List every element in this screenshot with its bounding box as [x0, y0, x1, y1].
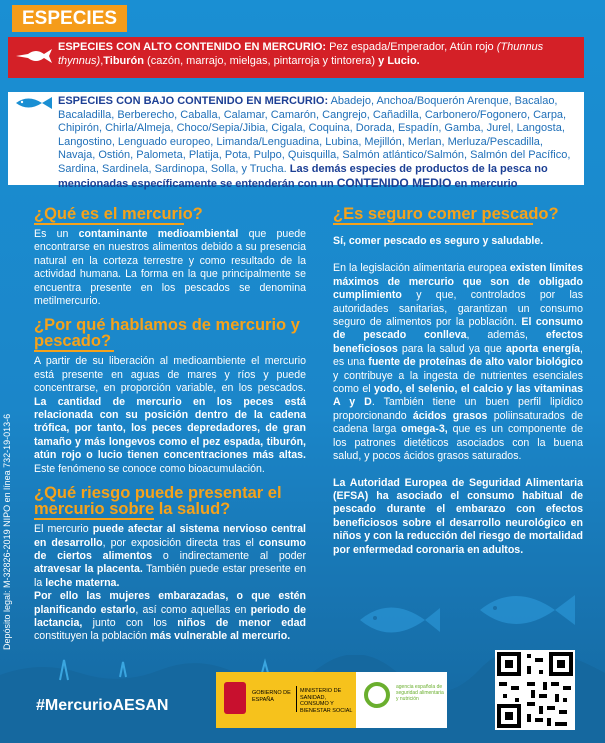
high-tiburon: Tiburón	[103, 54, 144, 67]
right-column	[333, 206, 583, 557]
agencia-text: agencia española de seguridad alimentaria y nutrición	[396, 684, 444, 702]
q2-text: A partir de su liberación al medioambiente el mercurio está presente en aguas de mares y ríos y puede concentrarse, en proporción variable, en los pescados. La cantidad de mercurio en los peces está relacionada con su posición dentro de la cadena trófica, por tanto, los peces depredadores, de gran tamaño y más longevos como el pez espada, tiburón, atún rojo o lucio tienen concentraciones más altas. Este fenómeno se conoce como bioacumulación.	[34, 355, 306, 475]
high-sci-name: (Thunnus thynnus)	[58, 41, 544, 67]
q3-text-1: El mercurio puede afectar al sistema nervioso central en desarrollo, por exposición directa tras el consumo de ciertos alimentos o indirectamente al poder atravesar la placenta. También puede estar presente en la leche materna.	[34, 523, 306, 589]
ministerio-text: MINISTERIO DE SANIDAD, CONSUMO Y BIENESTAR SOCIAL	[300, 688, 353, 714]
low-rest-text: Las demás especies de productos de la pesca no mencionadas específicamente se entenderán con un	[58, 162, 548, 190]
low-medio: CONTENIDO MEDIO	[336, 175, 452, 190]
q4-underline	[333, 223, 533, 225]
q1-text: Es un contaminante medioambiental que puede encontrarse en nuestros alimentos debido a su presencia natural en la corteza terrestre y como resultado de la actividad humana. La forma en la que principalmente se encuentra presente en los pescados se denomina metilmercurio.	[34, 228, 306, 308]
low-mercury-heading: ESPECIES CON BAJO CONTENIDO EN MERCURIO:	[58, 95, 329, 107]
swordfish-icon	[14, 45, 54, 67]
qr-code[interactable]	[495, 650, 575, 730]
high-mercury-box	[8, 37, 584, 78]
legal-side-text	[2, 252, 16, 652]
aesan-logo-icon	[364, 682, 390, 708]
low-mercury-box	[8, 92, 584, 190]
low-mercury-list: Abadejo, Anchoa/Boquerón Arenque, Bacalao, Bacaladilla, Berberecho, Caballa, Calamar, Camarón, Cangrejo, Cañadilla, Carbonero/Fogonero, Carpa, Chipirón, Chirla/Almeja, Choco/Sepia/Jibia, Cigala, Coquina, Dorada, Espadín, Gamba, Jurel, Langosta, Langostino, Lenguado europeo, Limanda/Lenguadina, Lubina, Mejillón, Merlan, Merluza/Pescadilla, Navaja, Ostión, Palometa, Platija, Pota, Pulpo, Quisquilla, Salmón atlántico/Salmón, Salmón del Pacífico, Sardina, Sardinela, Sardinopa, Solla, y Trucha.	[58, 95, 571, 175]
coat-of-arms-icon	[224, 682, 246, 714]
q1-title: ¿Qué es el mercurio?	[34, 205, 203, 223]
section-title: ESPECIES	[12, 5, 127, 32]
fish-icon	[12, 94, 54, 112]
q3-underline	[34, 518, 154, 520]
q1-underline	[34, 223, 184, 225]
high-text-1: Pez espada/Emperador, Atún rojo	[326, 41, 497, 53]
left-column	[34, 206, 306, 644]
high-text-2: ,	[100, 54, 104, 67]
q2-underline	[34, 350, 114, 352]
q4-text: En la legislación alimentaria europea existen límites máximos de mercurio que son de obligado cumplimiento y que, controlados por las autoridades sanitarias, garantizan un consumo seguro de alimentos por la población. El consumo de pescado conlleva, además, efectos beneficiosos para la salud ya que aporta energía, es una fuente de proteínas de alto valor biológico y contribuye a la ingesta de nutrientes esenciales como el yodo, el selenio, el calcio y las vitaminas A y D. También tiene un buen perfil lipídico proporcionando ácidos grasos poliinsaturados de cadena larga omega-3, que es un componente de los patrones dietéticos asociados con la buena salud, y pocos ácidos grasos saturados.	[333, 262, 584, 463]
q4-answer: Sí, comer pescado es seguro y saludable.	[333, 235, 544, 247]
hashtag[interactable]: #MercurioAESAN	[36, 697, 169, 714]
logo-divider	[296, 686, 297, 712]
low-end: en mercurio	[451, 177, 518, 190]
q2-title: ¿Por qué hablamos de mercurio y pescado?	[34, 316, 300, 351]
qr-code-icon	[495, 650, 575, 730]
decorative-fish-icon	[330, 570, 590, 660]
logos-panel	[216, 672, 447, 728]
gobierno-text: GOBIERNO DE ESPAÑA	[252, 690, 291, 703]
q3-title: ¿Qué riesgo puede presentar el mercurio sobre la salud?	[34, 484, 282, 519]
high-text-3: (cazón, marrajo, mielgas, pintarroja y tintorera)	[144, 54, 379, 67]
q4-title: ¿Es seguro comer pescado?	[333, 205, 559, 223]
q3-text-2: Por ello las mujeres embarazadas, o que estén planificando estarlo, así como aquellas en periodo de lactancia, junto con los niños de menor edad constituyen la población más vulnerable al mercurio.	[34, 590, 307, 643]
high-lucio: y Lucio.	[378, 54, 420, 67]
efsa-text: La Autoridad Europea de Seguridad Alimentaria (EFSA) ha asociado el consumo habitual de pescado durante el embarazo con efectos beneficiosos sobre el desarrollo neurológico en niños y con la reducción del riesgo de mortalidad por enfermedad coronaria en adultos.	[333, 476, 583, 556]
legal-text: Depósito legal: M-32826-2019 NIPO en línea 732-19-013-6	[2, 413, 12, 650]
high-mercury-heading: ESPECIES CON ALTO CONTENIDO EN MERCURIO:	[58, 41, 327, 53]
